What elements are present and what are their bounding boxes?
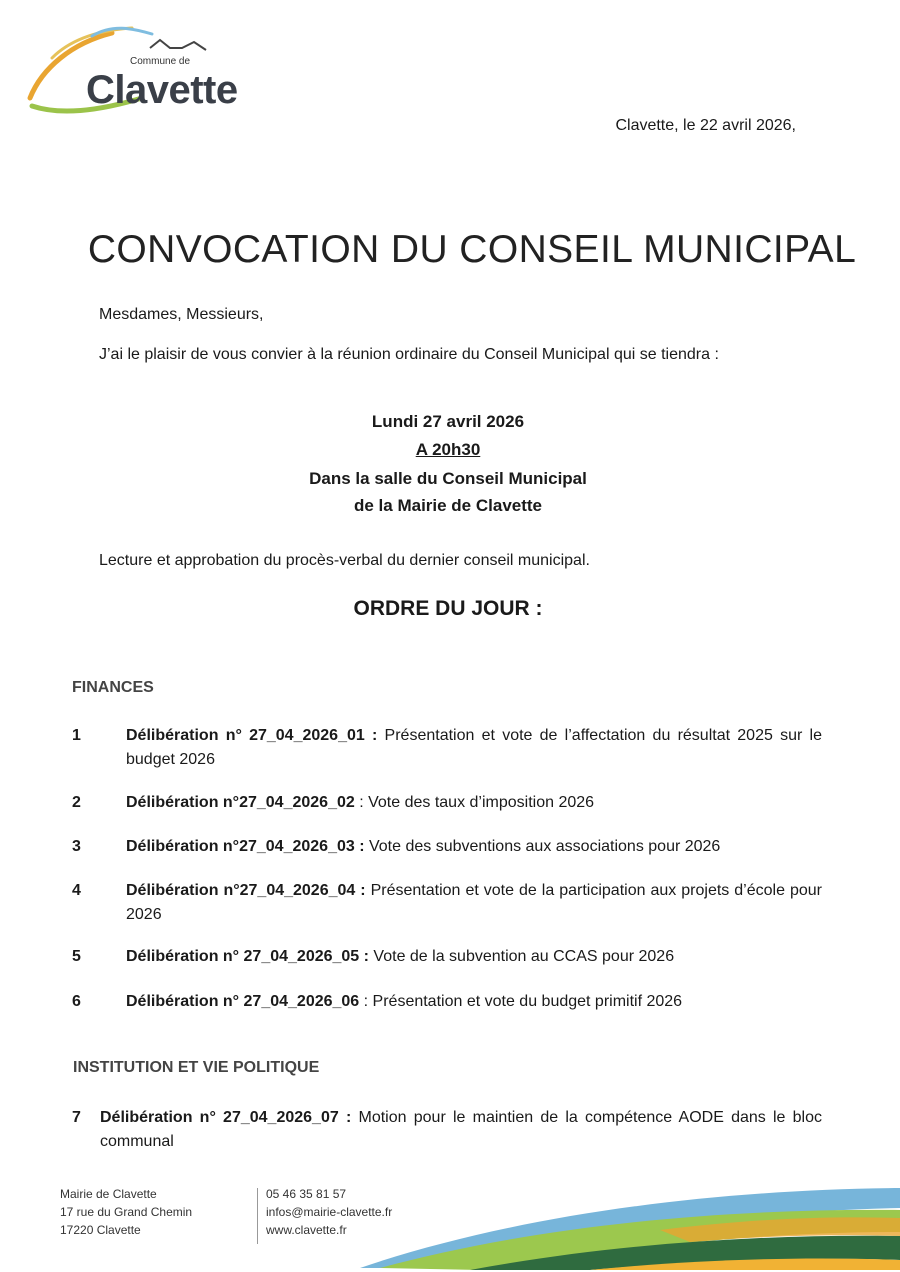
item-number: 2 [72,794,81,811]
meeting-day: Lundi 27 avril 2026 [371,412,525,431]
page-title: CONVOCATION DU CONSEIL MUNICIPAL [87,228,857,271]
item-text: Vote des subventions aux associations pour 2026 [364,838,721,855]
item-number: 7 [72,1109,81,1126]
item-number: 4 [72,882,81,899]
item-text: Présentation et vote de l’affectation du résultat 2025 sur le budget 2026 [126,727,822,768]
agenda-title: ORDRE DU JOUR : [353,597,543,620]
item-ref: Délibération n°27_04_2026_03 : [126,838,365,855]
footer-email[interactable]: infos@mairie-clavette.fr [266,1205,393,1219]
reading-text: Lecture et approbation du procès-verbal du dernier conseil municipal. [99,552,590,569]
footer-wave-graphic [360,1160,900,1272]
item-text: Motion pour le maintien de la compétence AODE dans le bloc communal [100,1109,823,1150]
footer-address [60,1185,192,1239]
item-ref: Délibération n°27_04_2026_04 : [126,882,366,899]
item-ref: Délibération n° 27_04_2026_05 : [126,948,369,965]
footer-street: 17 rue du Grand Chemin [60,1205,193,1219]
footer-website[interactable]: www.clavette.fr [266,1223,347,1237]
commune-logo [22,18,238,118]
item-ref: Délibération n° 27_04_2026_06 [126,993,360,1010]
intro-text: J’ai le plaisir de vous convier à la réunion ordinaire du Conseil Municipal qui se tiendra : [99,346,719,363]
item-number: 3 [72,838,81,855]
logo-name: Clavette [86,68,238,112]
meeting-time-wrap [0,440,896,460]
item-number: 1 [72,727,81,744]
meeting-place-line2: de la Mairie de Clavette [353,496,543,515]
meeting-time: A 20h30 [415,440,481,459]
meeting-place-line1: Dans la salle du Conseil Municipal [309,469,587,488]
footer-org: Mairie de Clavette [60,1187,157,1201]
logo-subtitle: Commune de [130,56,191,67]
item-text: : Présentation et vote du budget primitif 2026 [359,993,683,1010]
letter-date: Clavette, le 22 avril 2026, [615,117,796,134]
greeting: Mesdames, Messieurs, [99,306,264,323]
footer-divider [257,1188,258,1244]
item-ref: Délibération n° 27_04_2026_07 : [100,1109,352,1126]
item-text: Présentation et vote de la participation aux projets d’école pour 2026 [126,882,822,923]
section-finances: FINANCES [72,679,154,696]
item-ref: Délibération n° 27_04_2026_01 : [126,727,378,744]
item-text: : Vote des taux d’imposition 2026 [354,794,595,811]
footer-phone: 05 46 35 81 57 [266,1187,347,1201]
section-institution: INSTITUTION ET VIE POLITIQUE [73,1059,320,1076]
item-ref: Délibération n°27_04_2026_02 [126,794,355,811]
item-number: 5 [72,948,81,965]
footer-city: 17220 Clavette [60,1223,141,1237]
item-text: Vote de la subvention au CCAS pour 2026 [368,948,675,965]
item-number: 6 [72,993,81,1010]
